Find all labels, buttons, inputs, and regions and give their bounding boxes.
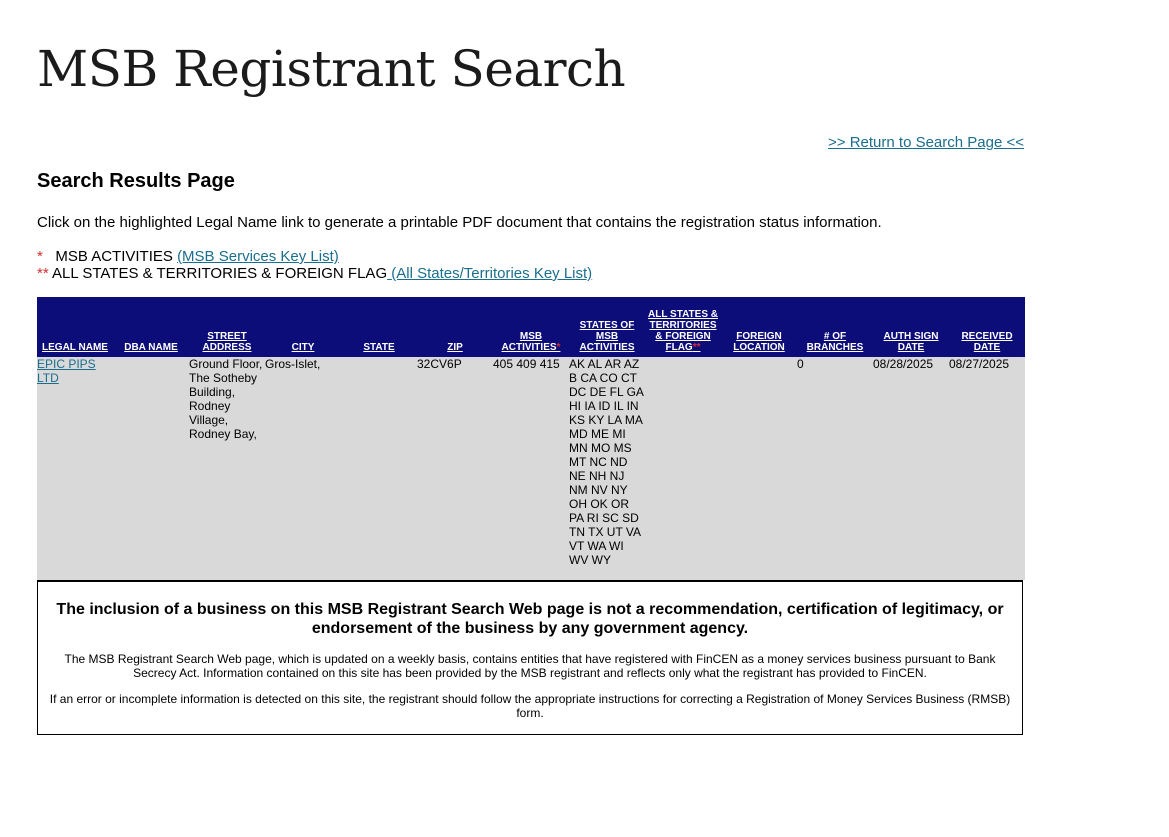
col-all-states-flag[interactable]: ALL STATES & TERRITORIES & FOREIGN FLAG** [645, 297, 721, 357]
col-states-of-activities[interactable]: STATES OF MSB ACTIVITIES [569, 297, 645, 357]
col-branches[interactable]: # OF BRANCHES [797, 297, 873, 357]
cell-msb-activities: 405 409 415 [493, 357, 569, 580]
col-zip[interactable]: ZIP [417, 297, 493, 357]
col-city[interactable]: CITY [265, 297, 341, 357]
results-heading: Search Results Page [37, 170, 235, 192]
instructions-text: Click on the highlighted Legal Name link to generate a printable PDF document that contains the registration status information. [37, 214, 882, 231]
col-legal-name[interactable]: LEGAL NAME [37, 297, 113, 357]
states-key [37, 265, 592, 282]
col-auth-sign-date[interactable]: AUTH SIGN DATE [873, 297, 949, 357]
disclaimer-box [37, 580, 1023, 735]
col-msb-activities[interactable]: MSB ACTIVITIES* [493, 297, 569, 357]
states-key-link[interactable]: (All States/Territories Key List) [391, 265, 593, 282]
activities-marker: * [37, 248, 43, 265]
table-row [37, 357, 1025, 580]
cell-legal-name [37, 357, 113, 580]
page-title: MSB Registrant Search [37, 40, 626, 98]
msb-activities-key [37, 248, 339, 265]
cell-all-states-flag [645, 357, 721, 580]
cell-city: Gros-Islet, [265, 357, 341, 580]
col-received-date[interactable]: RECEIVED DATE [949, 297, 1025, 357]
cell-dba-name [113, 357, 189, 580]
legal-name-link[interactable]: EPIC PIPS LTD [37, 357, 96, 385]
cell-auth-sign-date: 08/28/2025 [873, 357, 949, 580]
return-to-search-link[interactable]: >> Return to Search Page << [828, 134, 1024, 151]
table-header-row [37, 297, 1025, 357]
activities-key-label: MSB ACTIVITIES [55, 248, 173, 265]
disclaimer-paragraph-errors: If an error or incomplete information is detected on this site, the registrant should follow the appropriate instructions for correcting a Registration of Money Services Business (RMSB) form. [49, 692, 1011, 720]
cell-street-address: Ground Floor, The Sotheby Building, Rodney Village, Rodney Bay, [189, 357, 265, 580]
col-foreign-location[interactable]: FOREIGN LOCATION [721, 297, 797, 357]
cell-foreign-location [721, 357, 797, 580]
cell-zip: 32CV6P [417, 357, 493, 580]
col-dba-name[interactable]: DBA NAME [113, 297, 189, 357]
states-marker: ** [37, 265, 49, 282]
cell-received-date: 08/27/2025 [949, 357, 1025, 580]
msb-services-key-link[interactable]: (MSB Services Key List) [177, 248, 339, 265]
disclaimer-heading: The inclusion of a business on this MSB Registrant Search Web page is not a recommendation, certification of legitimacy, or endorsement of the business by any government agency. [56, 601, 1004, 637]
cell-states-of-activities: AK AL AR AZ B CA CO CT DC DE FL GA HI IA ID IL IN KS KY LA MA MD ME MI MN MO MS MT NC ND NE NH NJ NM NV NY OH OK OR PA RI SC SD TN TX UT VA VT WA WI WV WY [569, 357, 645, 580]
cell-state [341, 357, 417, 580]
results-table [37, 297, 1025, 580]
col-state[interactable]: STATE [341, 297, 417, 357]
disclaimer-paragraph-update: The MSB Registrant Search Web page, which is updated on a weekly basis, contains entities that have registered with FinCEN as a money services business pursuant to Bank Secrecy Act. Information contained on this site has been provided by the MSB registrant and reflects only what the registrant has provided to FinCEN. [64, 652, 996, 680]
cell-branches: 0 [797, 357, 873, 580]
col-street-address[interactable]: STREET ADDRESS [189, 297, 265, 357]
states-key-label: ALL STATES & TERRITORIES & FOREIGN FLAG [52, 265, 388, 282]
